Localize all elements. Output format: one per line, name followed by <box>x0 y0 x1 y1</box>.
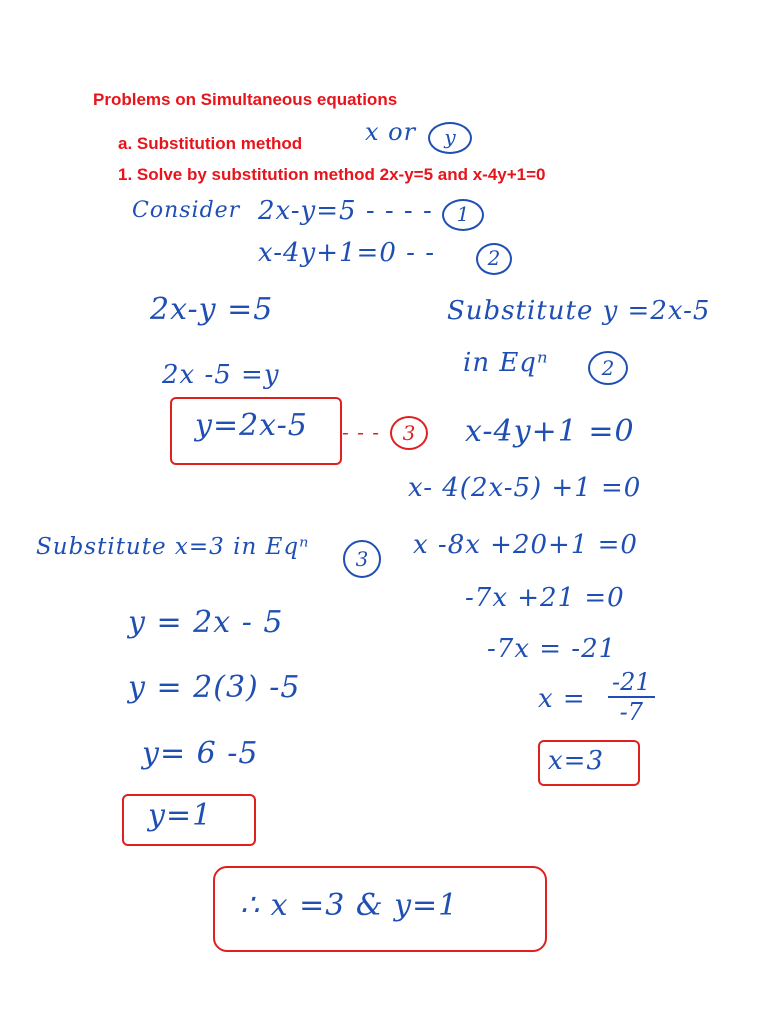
substitute-x-eq-tag: 3 <box>343 540 381 578</box>
work-line-4: -7x +21 =0 <box>465 583 625 613</box>
left-step-1: 2x-y =5 <box>150 292 274 327</box>
substitute-x-label: Substitute x=3 in Eqⁿ <box>36 534 310 560</box>
work-line-1: x-4y+1 =0 <box>465 414 635 449</box>
fraction-numerator: -21 <box>608 668 655 698</box>
equation-1-tag: 1 <box>442 199 484 231</box>
work-line-6-fraction <box>608 668 655 726</box>
note-circled-y: y <box>428 122 472 154</box>
work-line-5: -7x = -21 <box>487 634 617 664</box>
consider-label: Consider <box>132 198 241 223</box>
note-x-or: x or <box>365 118 417 146</box>
y-line-3: y= 6 -5 <box>142 736 259 771</box>
left-step-2: 2x -5 =y <box>162 360 280 390</box>
work-line-6-lhs: x = <box>538 684 586 714</box>
equation-2-tag: 2 <box>476 243 512 275</box>
y-answer: y=1 <box>148 798 213 833</box>
substitute-in-eq: in Eqⁿ <box>463 348 549 378</box>
left-step-3: y=2x-5 <box>195 408 308 443</box>
left-step-3-arrow: - - - <box>342 420 380 444</box>
final-answer: ∴ x =3 & y=1 <box>240 888 459 923</box>
substitute-eq-tag: 2 <box>588 351 628 385</box>
problem-statement: 1. Solve by substitution method 2x-y=5 and x-4y+1=0 <box>118 165 546 184</box>
work-line-2: x- 4(2x-5) +1 =0 <box>408 473 642 503</box>
equation-3-tag: 3 <box>390 416 428 450</box>
method-heading: a. Substitution method <box>118 134 303 153</box>
page-title: Problems on Simultaneous equations <box>93 90 398 109</box>
equation-1: 2x-y=5 - - - - <box>258 196 433 226</box>
substitute-label: Substitute y =2x-5 <box>447 296 711 326</box>
equation-2: x-4y+1=0 - - <box>258 238 435 268</box>
fraction-denominator: -7 <box>619 698 644 726</box>
x-answer: x=3 <box>548 746 604 776</box>
y-line-2: y = 2(3) -5 <box>128 670 301 705</box>
work-line-3: x -8x +20+1 =0 <box>413 530 638 560</box>
y-line-1: y = 2x - 5 <box>128 605 284 640</box>
